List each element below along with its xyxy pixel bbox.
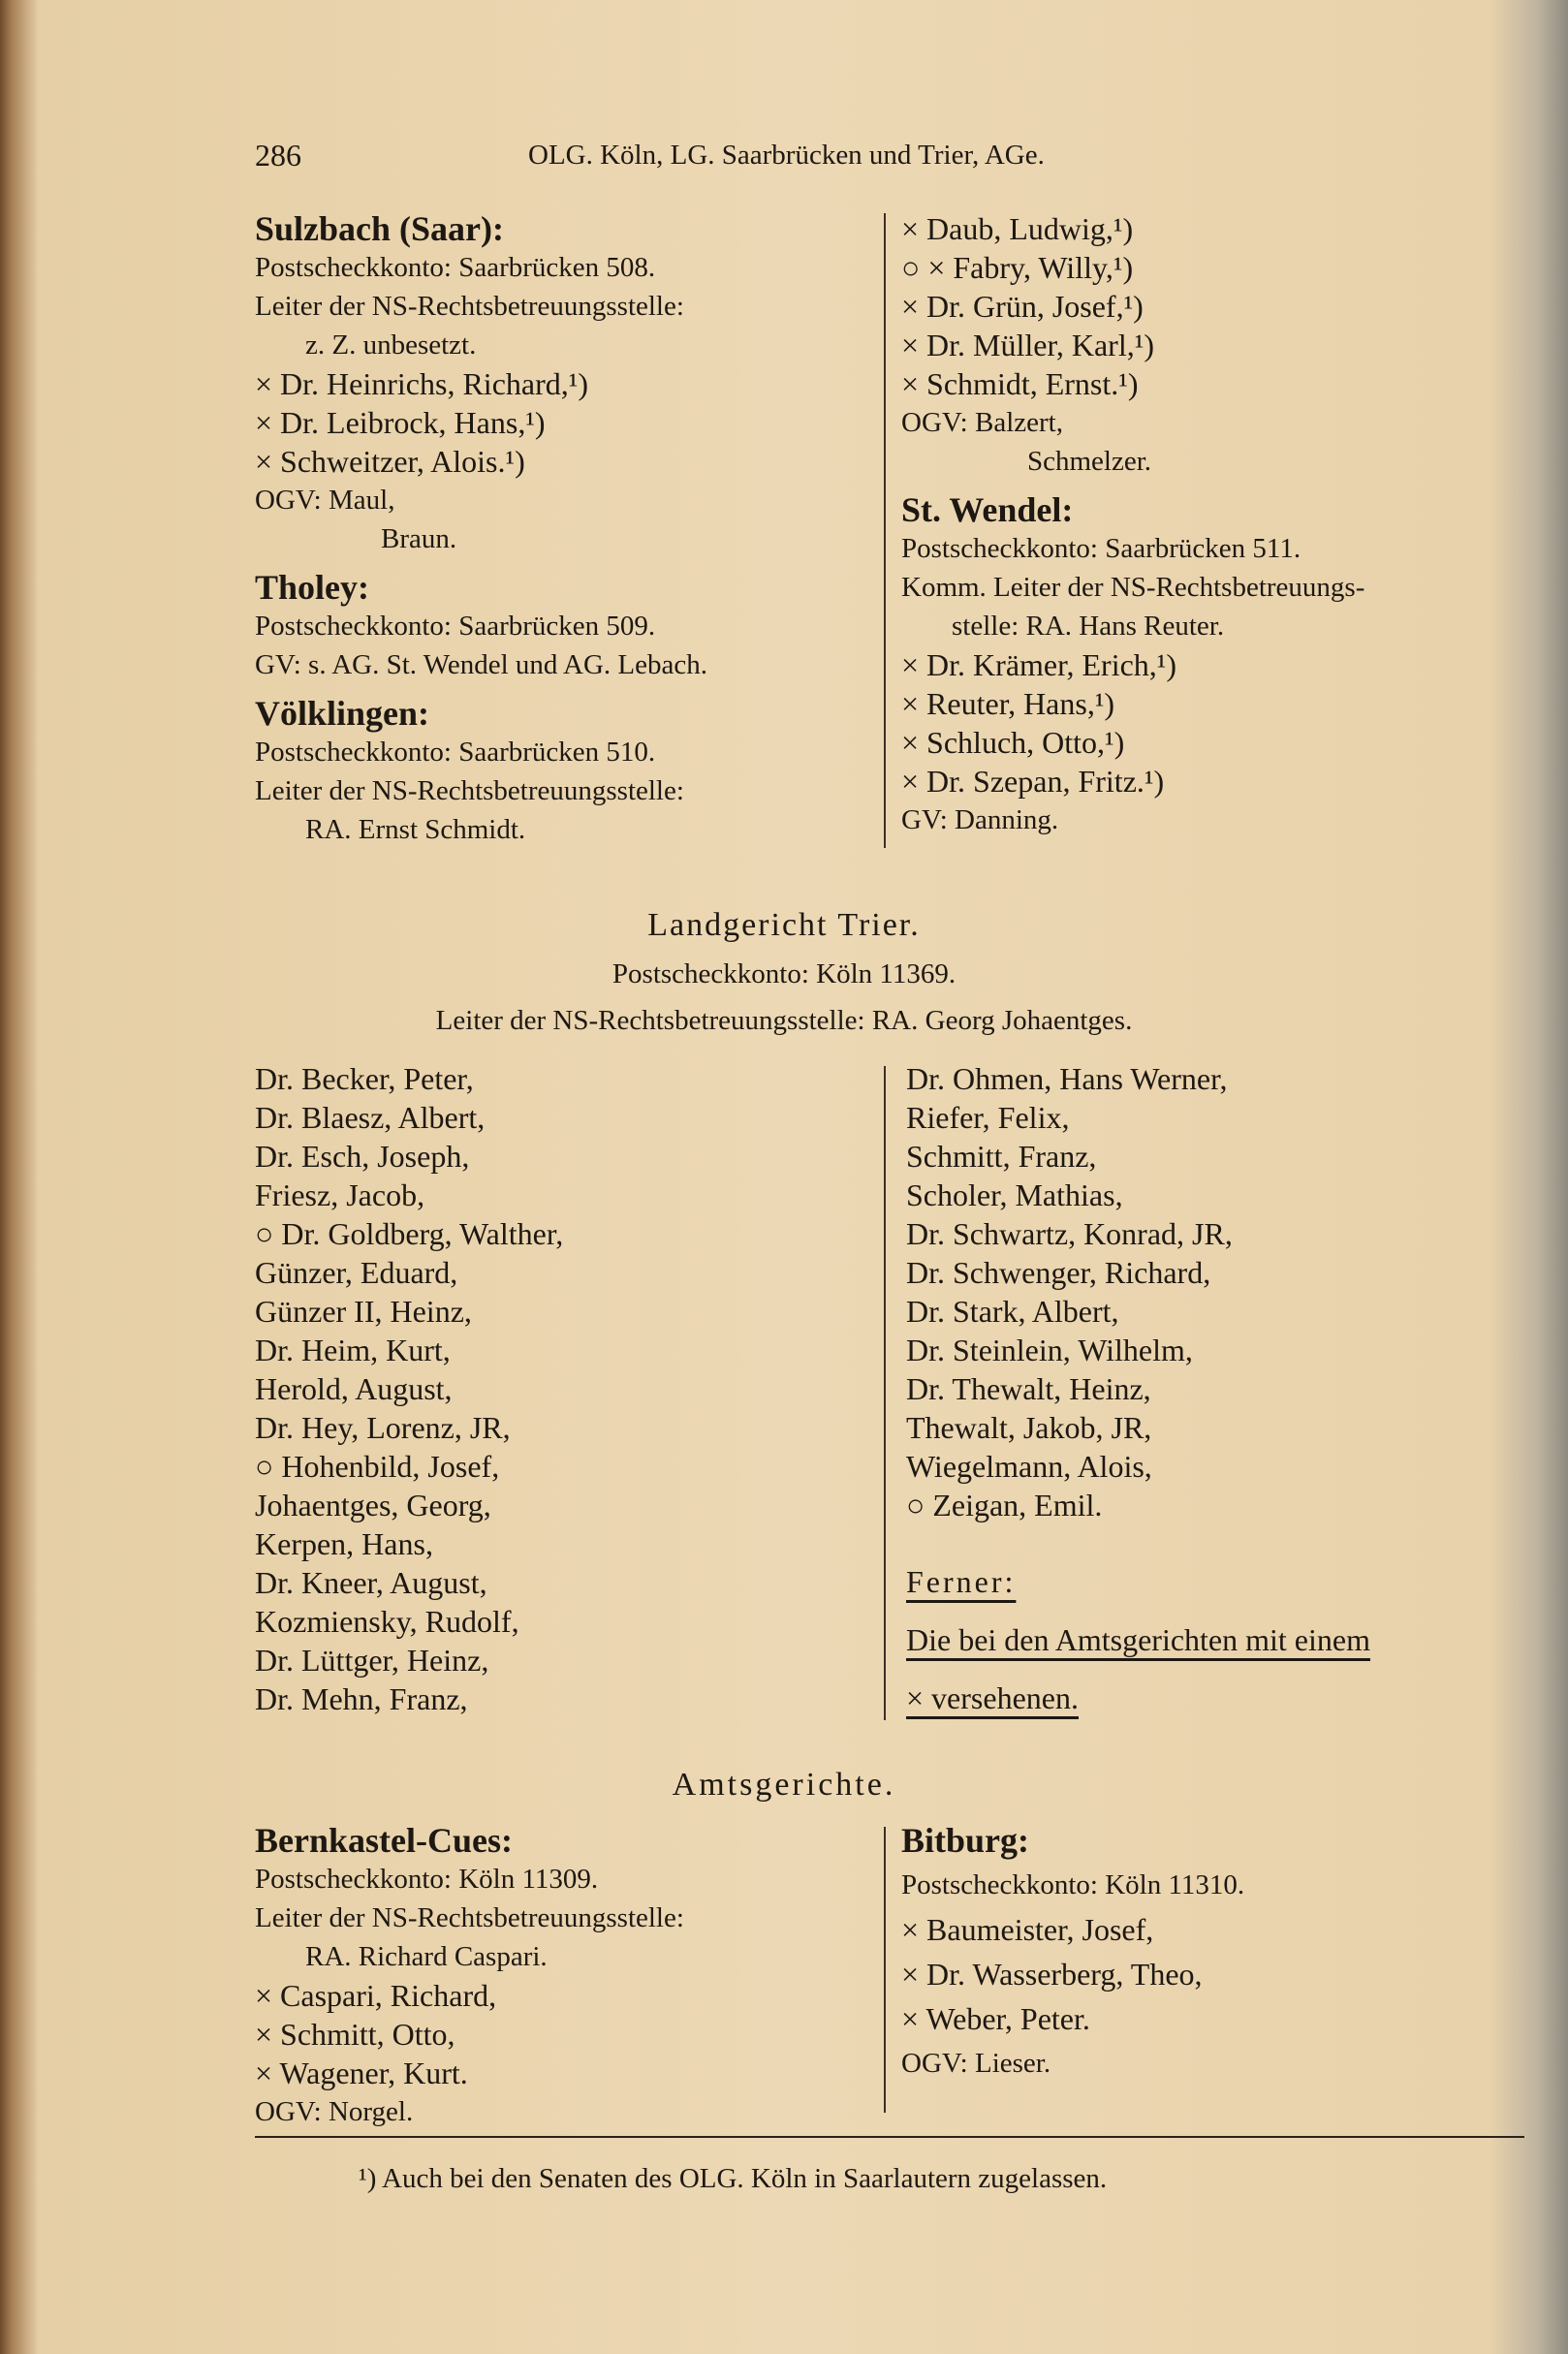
section-heading: Völklingen: — [255, 694, 430, 733]
top-left-column — [255, 209, 707, 849]
section-heading: Bitburg: — [901, 1821, 1030, 1860]
list-item: × Dr. Krämer, Erich,¹) — [901, 647, 1177, 682]
landgericht-heading — [0, 906, 1568, 1040]
ferner-block — [906, 1562, 1370, 1717]
list-item: × Schluch, Otto,¹) — [901, 725, 1125, 760]
list-item: Postscheckkonto: Saarbrücken 511. — [901, 533, 1301, 564]
amtsgerichte-title: Amtsgerichte. — [672, 1767, 896, 1803]
list-item: OGV: Balzert, — [901, 407, 1063, 438]
page-number: 286 — [255, 138, 301, 173]
list-item: Scholer, Mathias, — [906, 1177, 1123, 1212]
list-item: ○ Zeigan, Emil. — [906, 1488, 1103, 1522]
list-item: × Weber, Peter. — [901, 2001, 1090, 2036]
list-item: Dr. Mehn, Franz, — [255, 1681, 468, 1716]
list-item: Dr. Steinlein, Wilhelm, — [906, 1333, 1193, 1367]
list-item: OGV: Maul, — [255, 485, 395, 516]
list-item: Günzer, Eduard, — [255, 1255, 458, 1290]
list-item: × Schmitt, Otto, — [255, 2017, 455, 2052]
list-item: Schmitt, Franz, — [906, 1139, 1097, 1174]
list-item: Dr. Esch, Joseph, — [255, 1139, 470, 1174]
list-item: Kozmiensky, Rudolf, — [255, 1604, 519, 1639]
ag-left-column — [255, 1821, 684, 2131]
list-item: Dr. Blaesz, Albert, — [255, 1100, 486, 1135]
list-item: Braun. — [381, 523, 457, 554]
list-item: Postscheckkonto: Saarbrücken 509. — [255, 611, 656, 642]
list-item: Dr. Schwenger, Richard, — [906, 1255, 1211, 1290]
column-divider — [884, 213, 886, 848]
landgericht-postscheck: Postscheckkonto: Köln 11369. — [612, 958, 956, 989]
column-divider — [884, 1066, 886, 1720]
list-item: × Dr. Wasserberg, Theo, — [901, 1957, 1203, 1992]
list-item: × Dr. Leibrock, Hans,¹) — [255, 405, 546, 440]
list-item: Leiter der NS-Rechtsbetreuungsstelle: — [255, 291, 684, 322]
list-item: Thewalt, Jakob, JR, — [906, 1410, 1152, 1445]
section-heading: Bernkastel-Cues: — [255, 1821, 513, 1860]
ag-right-column — [901, 1821, 1244, 2088]
list-item: Dr. Becker, Peter, — [255, 1061, 474, 1096]
list-item: Postscheckkonto: Köln 11309. — [255, 1864, 599, 1895]
lg-left-column — [255, 1059, 563, 1718]
list-item: ○ Dr. Goldberg, Walther, — [255, 1216, 564, 1251]
list-item: × Dr. Müller, Karl,¹) — [901, 328, 1154, 362]
footnote: ¹) Auch bei den Senaten des OLG. Köln in Saarlautern zugelassen. — [359, 2163, 1108, 2194]
list-item: Wiegelmann, Alois, — [906, 1449, 1152, 1484]
list-item: ○ Hohenbild, Josef, — [255, 1449, 500, 1484]
list-item: Dr. Kneer, August, — [255, 1565, 487, 1600]
list-item: Dr. Lüttger, Heinz, — [255, 1643, 489, 1678]
list-item: Dr. Thewalt, Heinz, — [906, 1371, 1151, 1406]
top-right-column — [901, 209, 1364, 839]
list-item: Herold, August, — [255, 1371, 453, 1406]
section-heading: St. Wendel: — [901, 490, 1074, 529]
list-item: × Caspari, Richard, — [255, 1978, 497, 2013]
list-item: × Daub, Ludwig,¹) — [901, 211, 1134, 246]
list-item: Günzer II, Heinz, — [255, 1294, 472, 1329]
lg-right-column — [906, 1059, 1233, 1524]
section-heading: Sulzbach (Saar): — [255, 209, 505, 248]
list-item: Postscheckkonto: Saarbrücken 510. — [255, 737, 656, 768]
column-divider — [884, 1827, 886, 2113]
list-item: Leiter der NS-Rechtsbetreuungsstelle: — [255, 775, 684, 806]
list-item: Postscheckkonto: Köln 11310. — [901, 1869, 1245, 1900]
list-item: × Reuter, Hans,¹) — [901, 686, 1115, 721]
landgericht-leiter: Leiter der NS-Rechtsbetreuungsstelle: RA. Georg Johaentges. — [435, 1005, 1133, 1036]
list-item: ○ × Fabry, Willy,¹) — [901, 250, 1134, 285]
ferner-line-2: × versehenen. — [906, 1680, 1079, 1715]
footnote-rule — [255, 2136, 1524, 2138]
list-item: GV: Danning. — [901, 804, 1059, 835]
list-item: OGV: Norgel. — [255, 2096, 414, 2127]
list-item: z. Z. unbesetzt. — [305, 330, 477, 361]
list-item: Kerpen, Hans, — [255, 1526, 433, 1561]
list-item: Friesz, Jacob, — [255, 1177, 425, 1212]
running-title: OLG. Köln, LG. Saarbrücken und Trier, AGe. — [528, 140, 1045, 171]
list-item: × Dr. Szepan, Fritz.¹) — [901, 764, 1165, 799]
ferner-label: Ferner: — [906, 1564, 1017, 1599]
list-item: × Schmidt, Ernst.¹) — [901, 366, 1139, 401]
list-item: RA. Ernst Schmidt. — [305, 814, 526, 845]
list-item: × Dr. Grün, Josef,¹) — [901, 289, 1144, 324]
list-item: Riefer, Felix, — [906, 1100, 1070, 1135]
list-item: Postscheckkonto: Saarbrücken 508. — [255, 252, 656, 283]
list-item: Komm. Leiter der NS-Rechtsbetreuungs- — [901, 572, 1365, 603]
list-item: stelle: RA. Hans Reuter. — [952, 611, 1225, 642]
list-item: Dr. Heim, Kurt, — [255, 1333, 451, 1367]
list-item: Leiter der NS-Rechtsbetreuungsstelle: — [255, 1902, 684, 1933]
section-heading: Tholey: — [255, 568, 370, 607]
list-item: Dr. Stark, Albert, — [906, 1294, 1119, 1329]
landgericht-title: Landgericht Trier. — [647, 907, 921, 943]
list-item: Dr. Ohmen, Hans Werner, — [906, 1061, 1228, 1096]
list-item: Johaentges, Georg, — [255, 1488, 491, 1522]
list-item: × Dr. Heinrichs, Richard,¹) — [255, 366, 588, 401]
list-item: GV: s. AG. St. Wendel und AG. Lebach. — [255, 649, 707, 680]
ferner-line-1: Die bei den Amtsgerichten mit einem — [906, 1622, 1370, 1657]
list-item: Schmelzer. — [1027, 446, 1152, 477]
list-item: RA. Richard Caspari. — [305, 1941, 548, 1972]
list-item: OGV: Lieser. — [901, 2048, 1051, 2079]
list-item: × Baumeister, Josef, — [901, 1912, 1154, 1947]
list-item: Dr. Schwartz, Konrad, JR, — [906, 1216, 1233, 1251]
list-item: × Schweitzer, Alois.¹) — [255, 444, 525, 479]
list-item: Dr. Hey, Lorenz, JR, — [255, 1410, 511, 1445]
list-item: × Wagener, Kurt. — [255, 2056, 468, 2090]
